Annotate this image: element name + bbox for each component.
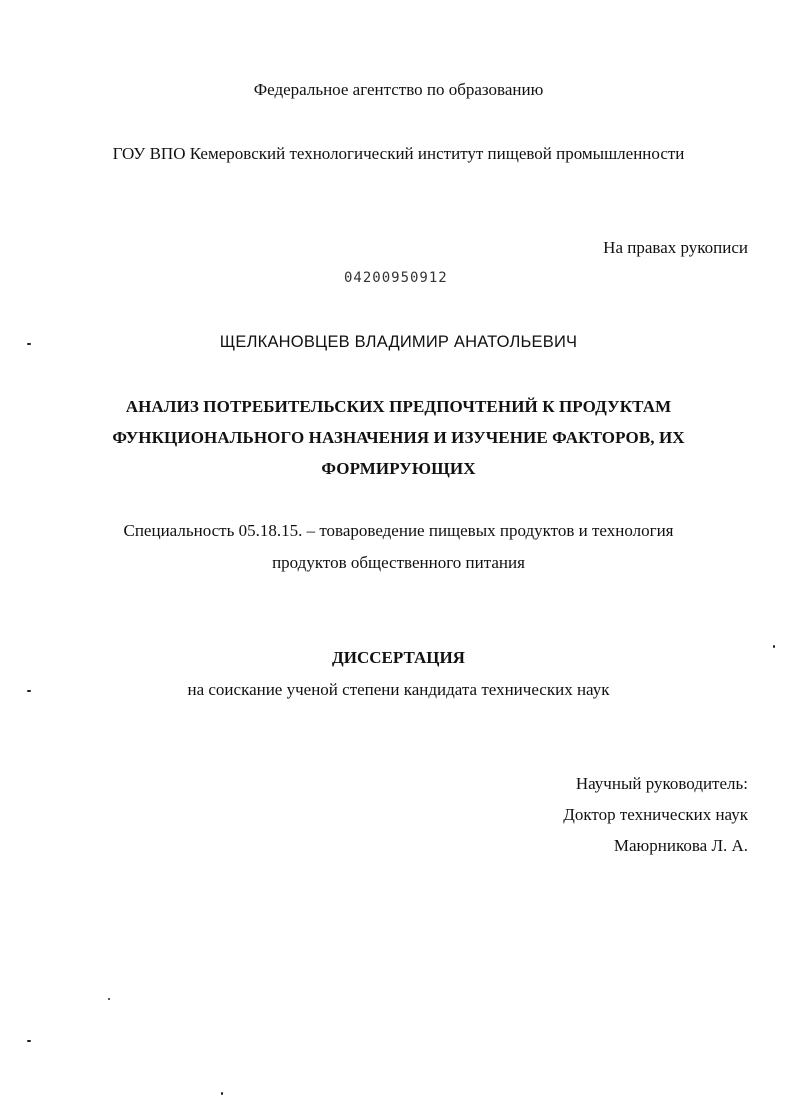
- scan-speck: [27, 343, 31, 345]
- document-type: ДИССЕРТАЦИЯ: [332, 648, 465, 667]
- degree-line: на соискание ученой степени кандидата технических наук: [187, 680, 610, 699]
- supervisor-name: Маюрникова Л. А.: [613, 836, 748, 855]
- registration-number: 04200950912: [344, 270, 448, 286]
- supervisor-degree: Доктор технических наук: [563, 805, 748, 824]
- specialty-line-1: Специальность 05.18.15. – товароведение пищевых продуктов и технология: [123, 521, 674, 540]
- supervisor-label: Научный руководитель:: [575, 774, 748, 793]
- scan-speck: [773, 645, 775, 648]
- institution-name: ГОУ ВПО Кемеровский технологический институт пищевой промышленности: [112, 144, 685, 163]
- scan-speck: [108, 998, 110, 1000]
- scan-speck: [27, 1040, 31, 1042]
- scan-speck: [221, 1092, 223, 1095]
- author-name: ЩЕЛКАНОВЦЕВ ВЛАДИМИР АНАТОЛЬЕВИЧ: [219, 333, 578, 351]
- scan-speck: [27, 690, 31, 692]
- thesis-title-line-3: ФОРМИРУЮЩИХ: [321, 459, 476, 478]
- thesis-title-line-2: ФУНКЦИОНАЛЬНОГО НАЗНАЧЕНИЯ И ИЗУЧЕНИЕ ФАКТОРОВ, ИХ: [112, 428, 685, 447]
- thesis-title-line-1: АНАЛИЗ ПОТРЕБИТЕЛЬСКИХ ПРЕДПОЧТЕНИЙ К ПРОДУКТАМ: [125, 397, 672, 416]
- agency-name: Федеральное агентство по образованию: [253, 80, 544, 99]
- rights-note: На правах рукописи: [603, 238, 748, 257]
- specialty-line-2: продуктов общественного питания: [272, 553, 525, 572]
